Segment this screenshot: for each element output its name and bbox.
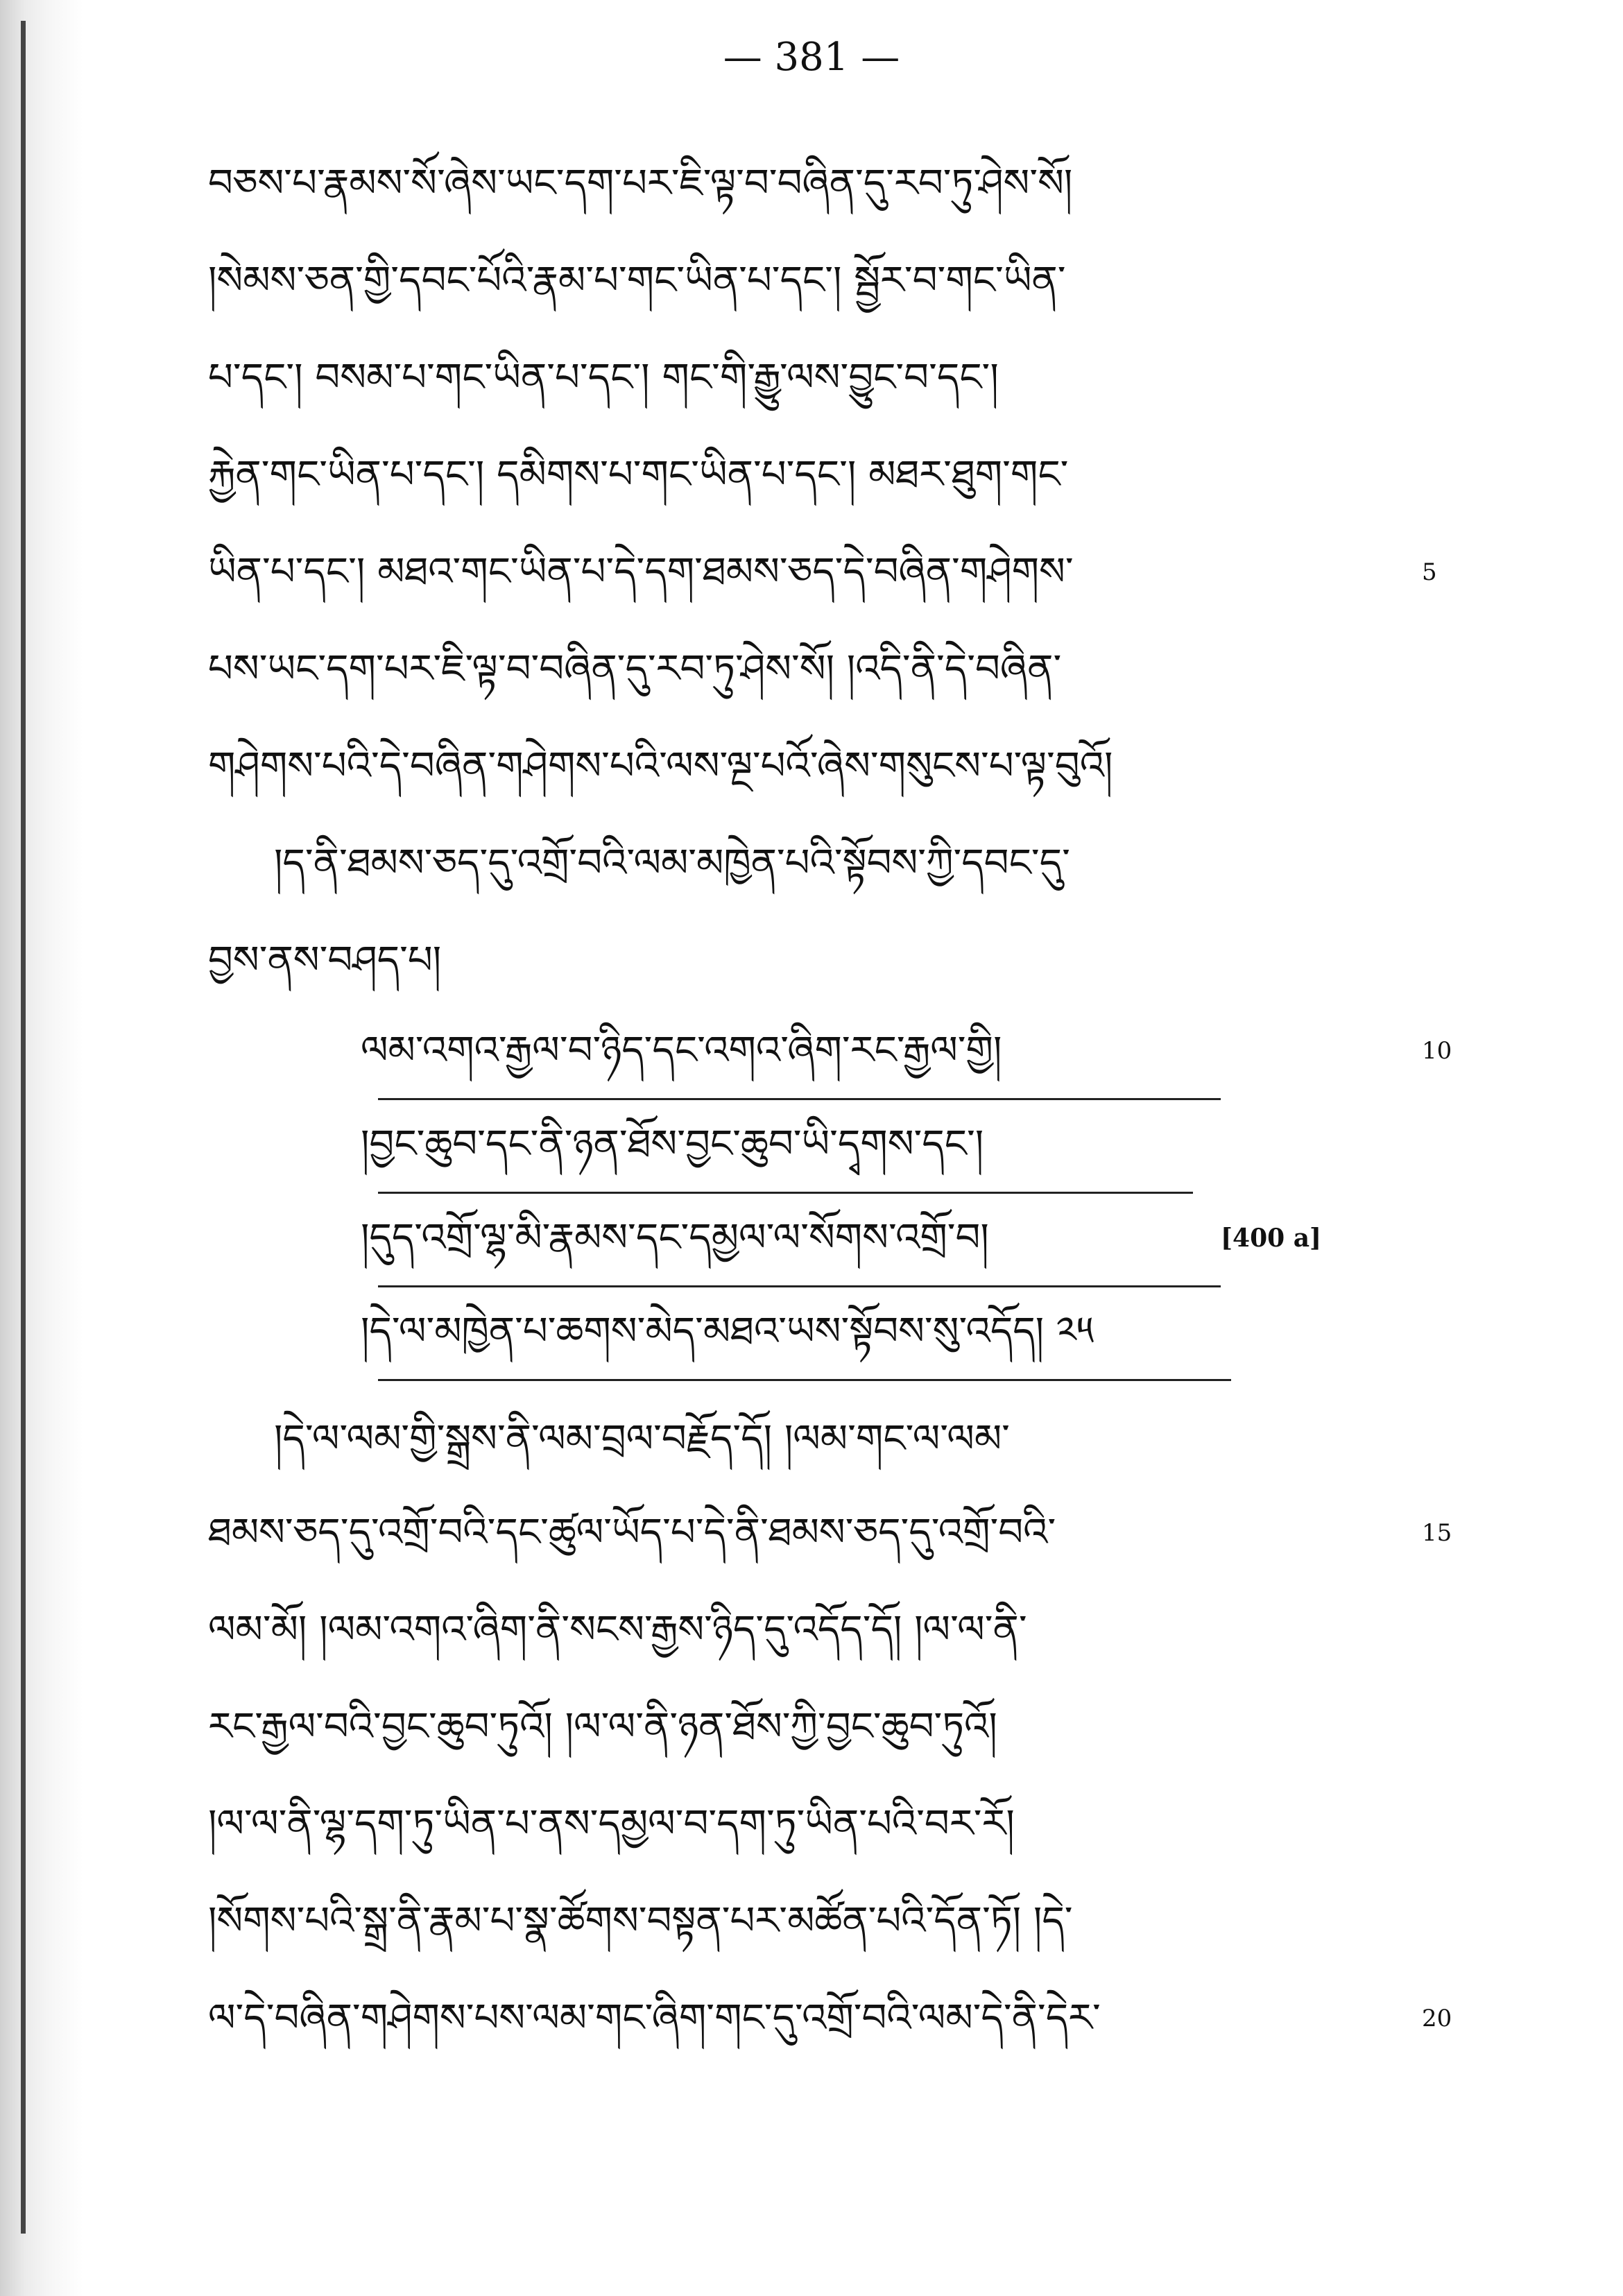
text-line-5: ཡིན་པ་དང་། མཐའ་གང་ཡིན་པ་དེ་དག་ཐམས་ཅད་དེ་བཞིན་གཤེགས་ (208, 549, 1074, 594)
binding-shadow (0, 0, 83, 2296)
text-line-6: པས་ཡང་དག་པར་ཇི་ལྟ་བ་བཞིན་དུ་རབ་ཏུ་ཤེས་སོ། །འདི་ནི་དེ་བཞིན་ (208, 646, 1062, 692)
text-line-7: གཤེགས་པའི་དེ་བཞིན་གཤེགས་པའི་ལས་ལྔ་པའོ་ཞེས་གསུངས་པ་ལྟ་བུའོ། (208, 744, 1113, 789)
verse-rule-1 (378, 1098, 1221, 1100)
verse-rule-3 (378, 1285, 1221, 1287)
text-line-9: བྱས་ནས་བཤད་པ། (208, 938, 442, 983)
line-number-20: 20 (1422, 2005, 1452, 2032)
text-line-16: ལ་དེ་བཞིན་གཤེགས་པས་ལམ་གང་ཞིག་གང་དུ་འགྲོ་བའི་ལམ་དེ་ནི་དེར་ (208, 1996, 1101, 2041)
text-line-10: །དེ་ལ་ལམ་གྱི་སྒྲས་ནི་ལམ་བྲལ་བརྗོད་དོ། །ལམ་གང་ལ་ལམ་ (274, 1416, 1010, 1462)
verse-line-2: །བྱང་ཆུབ་དང་ནི་ཉན་ཐོས་བྱང་ཆུབ་ཡི་དྭགས་དང་། (361, 1122, 984, 1167)
folio-marker: [400 a] (1221, 1224, 1322, 1253)
verse-rule-4 (378, 1379, 1231, 1381)
line-number-15: 15 (1422, 1519, 1452, 1547)
text-line-4: རྐྱེན་གང་ཡིན་པ་དང་། དམིགས་པ་གང་ཡིན་པ་དང་། མཐར་ཐུག་གང་ (208, 452, 1069, 497)
binding-line (21, 21, 26, 2234)
line-number-10: 10 (1422, 1037, 1452, 1065)
text-line-15: །སོགས་པའི་སྒྲ་ནི་རྣམ་པ་སྣ་ཚོགས་བསྟན་པར་མཚོན་པའི་དོན་ཏོ། །དེ་ (208, 1899, 1073, 1944)
verse-line-4: །དེ་ལ་མཁྱེན་པ་ཆགས་མེད་མཐའ་ཡས་སྟོབས་སུ་འདོད། ༢༥ (361, 1309, 1094, 1354)
page-number: — 381 — (723, 35, 900, 80)
line-number-5: 5 (1422, 558, 1437, 586)
text-line-1: བཅས་པ་རྣམས་སོ་ཞེས་ཡང་དག་པར་ཇི་ལྟ་བ་བཞིན་དུ་རབ་ཏུ་ཤེས་སོ། (208, 161, 1073, 206)
text-line-12: ལམ་མོ། །ལམ་འགའ་ཞིག་ནི་སངས་རྒྱས་ཉིད་དུ་འདོད་དོ། །ལ་ལ་ནི་ (208, 1607, 1027, 1652)
text-line-13: རང་རྒྱལ་བའི་བྱང་ཆུབ་ཏུའོ། །ལ་ལ་ནི་ཉན་ཐོས་ཀྱི་བྱང་ཆུབ་ཏུའོ། (208, 1704, 997, 1749)
text-line-3: པ་དང་། བསམ་པ་གང་ཡིན་པ་དང་། གང་གི་རྒྱུ་ལས་བྱུང་བ་དང་། (208, 355, 999, 400)
verse-line-3: །དུད་འགྲོ་ལྷ་མི་རྣམས་དང་དམྱལ་ལ་སོགས་འགྲོ་བ། (361, 1215, 989, 1260)
verse-rule-2 (378, 1192, 1193, 1194)
text-line-11: ཐམས་ཅད་དུ་འགྲོ་བའི་དང་ཚུལ་ཡོད་པ་དེ་ནི་ཐམས་ཅད་དུ་འགྲོ་བའི་ (208, 1510, 1056, 1555)
text-line-2: །སེམས་ཅན་གྱི་དབང་པོའི་རྣམ་པ་གང་ཡིན་པ་དང་། སྦྱོར་བ་གང་ཡིན་ (208, 258, 1066, 303)
text-line-8: །ད་ནི་ཐམས་ཅད་དུ་འགྲོ་བའི་ལམ་མཁྱེན་པའི་སྟོབས་ཀྱི་དབང་དུ་ (274, 841, 1070, 886)
text-line-14: །ལ་ལ་ནི་ལྷ་དག་ཏུ་ཡིན་པ་ནས་དམྱལ་བ་དག་ཏུ་ཡིན་པའི་བར་རོ། (208, 1801, 1015, 1847)
verse-line-1: ལམ་འགའ་རྒྱལ་བ་ཉིད་དང་འགའ་ཞིག་རང་རྒྱལ་གྱི། (361, 1028, 1002, 1073)
